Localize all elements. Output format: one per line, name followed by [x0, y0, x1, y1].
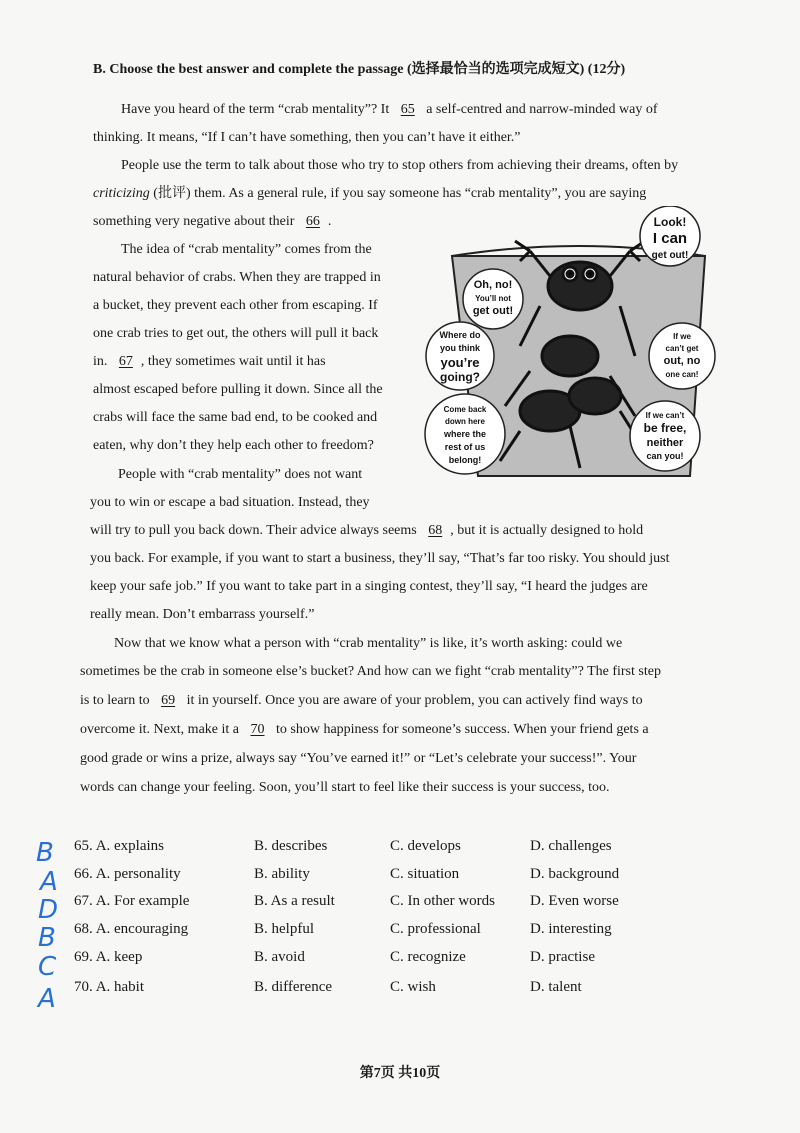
option-c[interactable]: C. professional	[390, 921, 481, 937]
exam-page: B. Choose the best answer and complete the passage (选择最恰当的选项完成短文) (12分) Have you heard of the term “crab mentality”? It 65 a self-centred and narrow-minded way of thinking. It means, “If I can’t have something, then you can’t have it either.” People use the term to talk about those who try to stop others from achieving their dreams, often by criticizing (批评) them. As a general rule, if you say someone has “crab mentality”, you are saying something very negative about their 66 . The idea of “crab mentality” comes from the natural behavior of crabs. When they are trapped in a bucket, they prevent each other from escaping. If one crab tries to get out, the others will pull it back in. 67 , they sometimes wait until it has almost escaped before pulling it down. Since all the crabs will face the same bad end, to be cooked and eaten, why don’t they help each other to freedom? People with “crab mentality” does not want you to win or escape a bad situation. Instead, they will try to pull you back down. Their advice always seems 68 , but it is actually designed to hold you back. For example, if you want to start a business, they’ll say, “That’s far too risky. You should just keep your safe job.” If you want to take part in a singing contest, they’ll say, “I heard the judges are really mean. Don’t embarrass yourself.” Now that we know what a person with “crab mentality” is like, it’s worth asking: could we sometimes be the crab in someone else’s bucket? And how can we fight “crab mentality”? The first step is to learn to 69 it in yourself. Once you are aware of your problem, you can actively find ways to overcome it. Next, make it a 70 to show happiness for someone’s success. When your friend gets a good grade or wins a prize, always say “You’ve earned it!” or “Let’s celebrate your success!”. Your words can change your feeling. Soon, you’ll start to feel like their success is your success, too. Look! I can get out! Oh, no! You’ll not get out! Where do you think you’re going? If we can’t get out, no one can! Come back down here where the rest of us belong! If we can’t be free, neither can you! B A D B C A 65. A. explains B. describes C. develops D. challenges 66. A. personality B. ability C. situation D. background 67. A. For example B. As a result C. In other words D. Even worse 68. A. encouraging B. helpful C. professional D. interesting 69. A. keep B. avoid C. recognize D. practise 70. A. habit B. difference C. wish D. talent 第7页 共10页	[0, 0, 800, 1133]
passage-line: Now that we know what a person with “crab mentality” is like, it’s worth asking: could we	[114, 636, 623, 651]
crab-bucket-illustration	[420, 206, 720, 491]
passage-text: a self-centred and narrow-minded way of	[426, 102, 658, 117]
option-c[interactable]: C. wish	[390, 979, 436, 995]
passage-line	[121, 100, 658, 120]
passage-text: will try to pull you back down. Their advice always seems	[90, 523, 417, 538]
option-b[interactable]: B. describes	[254, 838, 328, 854]
svg-text:you think: you think	[440, 343, 480, 353]
passage-line: People with “crab mentality” does not want	[118, 467, 363, 482]
svg-text:If we: If we	[673, 332, 691, 341]
section-title: B. Choose the best answer and complete the passage (选择最恰当的选项完成短文) (12分)	[93, 62, 626, 77]
passage-line: something very negative about their 66 .	[93, 212, 331, 232]
passage-line: one crab tries to get out, the others will pull it back	[93, 326, 379, 341]
svg-text:If we can’t: If we can’t	[645, 411, 685, 420]
passage-text: (批评) them. As a general rule, if you say someone has “crab mentality”, you are saying	[153, 186, 647, 201]
option-a[interactable]: A. explains	[95, 838, 165, 854]
svg-text:down here: down here	[444, 417, 486, 426]
option-c[interactable]: C. In other words	[390, 893, 495, 909]
handwritten-answers	[30, 835, 80, 1020]
svg-text:Where do: Where do	[439, 330, 481, 340]
passage-text: in.	[93, 354, 108, 369]
passage-line: really mean. Don’t embarrass yourself.”	[90, 607, 315, 622]
passage-line	[93, 184, 646, 204]
blank-65[interactable]: 65	[400, 102, 415, 117]
passage-text: it in yourself. Once you are aware of your problem, you can actively find ways to	[186, 693, 643, 708]
svg-text:rest of us: rest of us	[444, 442, 486, 452]
passage-line: a bucket, they prevent each other from escaping. If	[93, 298, 378, 313]
passage-text: overcome it. Next, make it a	[80, 722, 239, 737]
option-a[interactable]: A. habit	[95, 979, 145, 995]
passage-line: you to win or escape a bad situation. Instead, they	[90, 495, 370, 510]
passage-line	[80, 720, 649, 740]
svg-text:You’ll not: You’ll not	[475, 294, 511, 303]
passage-line: keep your safe job.” If you want to take part in a singing contest, they’ll say, “I heard the judges are	[90, 579, 648, 594]
svg-text:A: A	[38, 984, 56, 1014]
option-b[interactable]: B. As a result	[254, 893, 335, 909]
svg-text:get out!: get out!	[472, 305, 514, 317]
svg-text:B: B	[36, 838, 54, 868]
svg-text:A: A	[40, 867, 58, 897]
passage-line: thinking. It means, “If I can’t have something, then you can’t have it either.”	[93, 130, 521, 145]
option-c[interactable]: C. situation	[390, 866, 460, 882]
svg-text:neither: neither	[646, 437, 684, 449]
option-b[interactable]: B. difference	[254, 979, 333, 995]
passage-text: something very negative about their	[93, 214, 295, 229]
passage-line: eaten, why don’t they help each other to freedom?	[93, 438, 374, 453]
option-d[interactable]: D. talent	[530, 979, 582, 995]
passage-line: words can change your feeling. Soon, you’ll start to feel like their success is your success, too.	[80, 780, 610, 795]
passage-line	[80, 691, 643, 711]
svg-text:going?: going?	[440, 370, 480, 384]
svg-text:out, no: out, no	[663, 355, 701, 367]
svg-text:C: C	[38, 952, 57, 982]
passage-line: People use the term to talk about those who try to stop others from achieving their dreams, often by	[121, 158, 679, 173]
passage-line: good grade or wins a prize, always say “You’ve earned it!” or “Let’s celebrate your success!”. Your	[80, 751, 637, 766]
option-c[interactable]: C. recognize	[390, 949, 466, 965]
option-a[interactable]: A. encouraging	[95, 921, 189, 937]
option-d[interactable]: D. Even worse	[530, 893, 619, 909]
svg-text:B: B	[38, 923, 56, 953]
svg-text:where the: where the	[443, 429, 487, 439]
svg-text:Oh, no!: Oh, no!	[473, 279, 513, 291]
svg-text:one can!: one can!	[665, 370, 699, 379]
option-d[interactable]: D. challenges	[530, 838, 612, 854]
svg-text:be free,: be free,	[643, 421, 687, 435]
passage-line: sometimes be the crab in someone else’s bucket? And how can we fight “crab mentality”? The first step	[80, 664, 661, 679]
blank-66[interactable]: 66	[305, 214, 320, 229]
passage-line: The idea of “crab mentality” comes from the	[121, 242, 372, 257]
option-d[interactable]: D. practise	[530, 949, 595, 965]
blank-70[interactable]: 70	[250, 722, 265, 737]
svg-text:can you!: can you!	[646, 451, 684, 461]
option-d[interactable]: D. interesting	[530, 921, 612, 937]
option-a[interactable]: A. keep	[95, 949, 143, 965]
passage-line: will try to pull you back down. Their advice always seems 68 , but it is actually designed to hold	[90, 521, 643, 541]
option-a[interactable]: A. For example	[95, 893, 190, 909]
italic-term: criticizing	[93, 186, 150, 201]
passage-text: Have you heard of the term “crab mentality”? It	[121, 102, 390, 117]
passage-line: almost escaped before pulling it down. Since all the	[93, 382, 383, 397]
svg-text:I can: I can	[652, 230, 688, 247]
svg-text:Come back: Come back	[443, 405, 487, 414]
passage-line: natural behavior of crabs. When they are trapped in	[93, 270, 381, 285]
passage-line: crabs will face the same bad end, to be cooked and	[93, 410, 378, 425]
option-b[interactable]: B. ability	[254, 866, 310, 882]
passage-text: is to learn to	[80, 693, 150, 708]
svg-text:get out!: get out!	[651, 250, 689, 261]
blank-67[interactable]: 67	[118, 354, 133, 369]
svg-text:you’re: you’re	[440, 355, 480, 370]
svg-text:can’t get: can’t get	[665, 344, 699, 353]
passage-line: in. 67 , they sometimes wait until it has	[93, 352, 326, 372]
option-b[interactable]: B. helpful	[254, 921, 314, 937]
svg-text:belong!: belong!	[448, 455, 482, 465]
option-c[interactable]: C. develops	[390, 838, 461, 854]
svg-text:Look!: Look!	[653, 215, 687, 229]
passage-line: you back. For example, if you want to start a business, they’ll say, “That’s far too risky. You should just	[90, 551, 670, 566]
passage-text: to show happiness for someone’s success. When your friend gets a	[276, 722, 649, 737]
blank-69[interactable]: 69	[161, 693, 176, 708]
option-b[interactable]: B. avoid	[254, 949, 305, 965]
svg-text:D: D	[38, 895, 59, 925]
option-a[interactable]: A. personality	[95, 866, 181, 882]
blank-68[interactable]: 68	[428, 523, 443, 538]
option-d[interactable]: D. background	[530, 866, 620, 882]
page-footer: 第7页 共10页	[359, 1066, 441, 1081]
